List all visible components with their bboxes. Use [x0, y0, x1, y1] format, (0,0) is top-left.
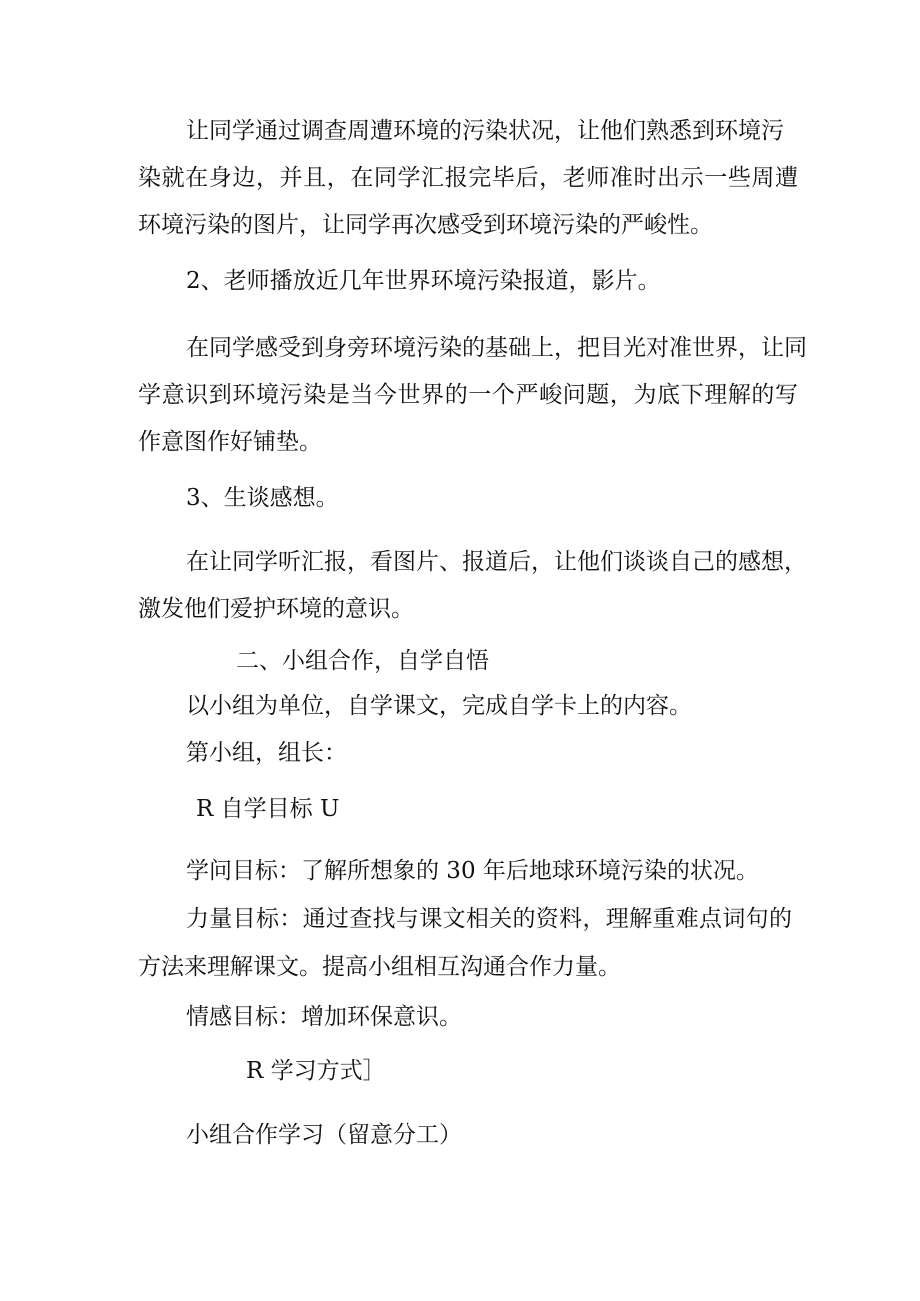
p1-line-1: 让同学通过调查周遭环境的污染状况，让他们熟悉到环境污 — [186, 118, 784, 144]
p1-line-3: 环境污染的图片，让同学再次感受到环境污染的严峻性。 — [138, 212, 713, 238]
emotion-goal: 情感目标：增加环保意识。 — [186, 1004, 462, 1030]
self-study-goal-header: R 自学目标 U — [196, 796, 340, 822]
item-2-heading: 2、老师播放近几年世界环境污染报道，影片。 — [186, 268, 661, 294]
p3-line-2: 激发他们爱护环境的意识。 — [138, 596, 414, 622]
item-3-heading: 3、生谈感想。 — [186, 485, 339, 511]
study-method-header: R 学习方式］ — [246, 1058, 386, 1084]
p3-line-1: 在让同学听汇报，看图片、报道后，让他们谈谈自己的感想， — [186, 549, 807, 575]
p2-line-1: 在同学感受到身旁环境污染的基础上，把目光对准世界，让同 — [186, 335, 807, 361]
section-2-heading: 二、小组合作，自学自悟 — [236, 648, 489, 674]
p1-line-2: 染就在身边，并且，在同学汇报完毕后，老师准时出示一些周遭 — [138, 165, 798, 191]
unit-instruction: 以小组为单位，自学课文，完成自学卡上的内容。 — [186, 693, 692, 719]
ability-goal-line-2: 方法来理解课文。提高小组相互沟通合作力量。 — [138, 954, 621, 980]
knowledge-goal: 学问目标：了解所想象的 30 年后地球环境污染的状况。 — [186, 858, 759, 884]
ability-goal-line-1: 力量目标：通过查找与课文相关的资料，理解重难点词句的 — [186, 906, 792, 932]
p2-line-3: 作意图作好铺垫。 — [138, 429, 322, 455]
group-leader-line: 第小组，组长： — [186, 740, 347, 766]
study-method: 小组合作学习（留意分工） — [186, 1122, 462, 1148]
p2-line-2: 学意识到环境污染是当今世界的一个严峻问题，为底下理解的写 — [138, 382, 798, 408]
